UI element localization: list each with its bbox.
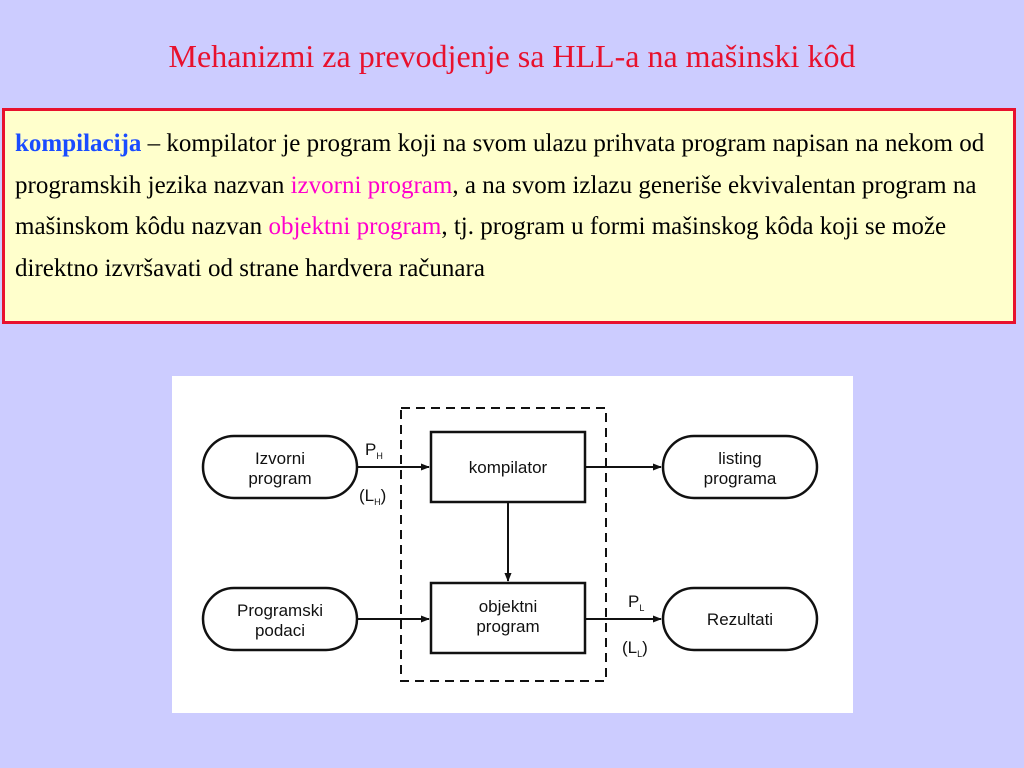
node-rezultati-label: Rezultati bbox=[706, 610, 774, 629]
node-listing-programa-line-2: programa bbox=[703, 469, 777, 488]
definition-text-part-3: , tj. program u formi mašinskog kôda koji se može direktno izvršavati od strane hardvera računara bbox=[15, 213, 947, 282]
definition-text-part-1: – kompilator je program koji na svom ulazu prihvata program napisan na nekom od programskih jezika nazvan bbox=[15, 130, 985, 199]
label-lh-close: ) bbox=[380, 486, 387, 505]
slide-title: Mehanizmi za prevodjenje sa HLL-a na mašinski kôd bbox=[168, 38, 856, 74]
label-lh-sub: H bbox=[374, 497, 381, 507]
node-listing-programa-line-1: listing bbox=[718, 449, 762, 468]
label-pl-main: P bbox=[628, 592, 640, 611]
definition-term: kompilacija bbox=[15, 130, 142, 157]
label-lh bbox=[359, 486, 386, 507]
label-ll bbox=[622, 638, 648, 659]
node-kompilator-label: kompilator bbox=[468, 458, 548, 477]
label-ll-close: ) bbox=[642, 638, 648, 657]
label-ph-sub: H bbox=[376, 451, 383, 461]
definition-text-part-2: , a na svom izlazu generiše ekvivalentan program na mašinskom kôdu nazvan bbox=[15, 171, 977, 240]
compilation-diagram-svg bbox=[172, 376, 853, 713]
node-izvorni-program-line-2: program bbox=[248, 469, 312, 488]
node-izvorni-program-line-1: Izvorni bbox=[254, 449, 306, 468]
label-pl-sub: L bbox=[639, 603, 645, 613]
label-ph-main: P bbox=[365, 440, 377, 459]
label-lh-open: (L bbox=[359, 486, 375, 505]
label-pl bbox=[628, 592, 644, 613]
label-ll-sub: L bbox=[637, 649, 643, 659]
node-objektni-program-line-1: objektni bbox=[478, 597, 538, 616]
definition-highlight-object-program: objektni program bbox=[268, 213, 442, 240]
node-programski-podaci-line-2: podaci bbox=[254, 621, 306, 640]
label-ph bbox=[365, 440, 383, 461]
definition-box bbox=[2, 108, 1016, 324]
label-ll-open: (L bbox=[622, 638, 638, 657]
node-programski-podaci-line-1: Programski bbox=[237, 601, 323, 620]
compilation-diagram bbox=[172, 376, 853, 713]
definition-highlight-source-program: izvorni program bbox=[290, 171, 453, 199]
node-objektni-program-line-2: program bbox=[476, 617, 540, 636]
